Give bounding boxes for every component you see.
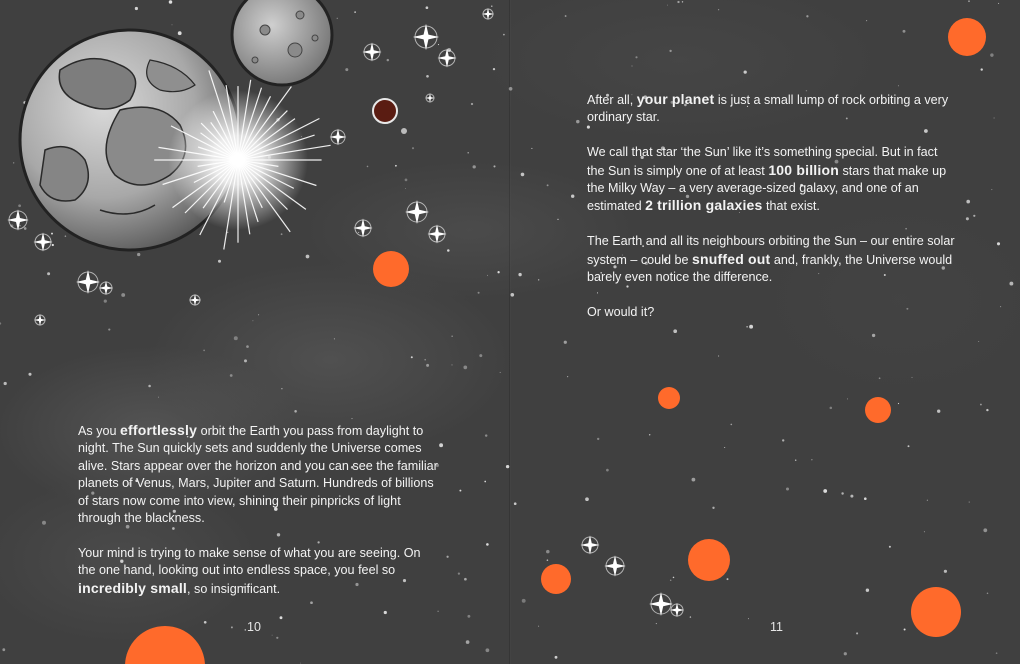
sparkle-star-icon [580,535,599,554]
dust-star [724,447,725,448]
dust-star [234,336,238,340]
dust-star [585,497,589,501]
dust-star [426,75,429,78]
dust-star [178,31,182,35]
dust-star [478,292,480,294]
dust-star [924,531,925,532]
dust-star [518,273,521,276]
dust-star [464,578,467,581]
orange-planet [911,587,961,637]
dust-star [656,623,657,624]
dust-star [718,355,719,356]
dust-star [841,492,843,494]
dust-star [42,521,46,525]
dust-star [879,377,881,379]
dust-star [631,65,632,66]
left-page-text [78,422,438,615]
dust-star [670,580,672,582]
right-paragraph-1 [587,91,957,127]
dust-star [4,382,7,385]
text-run: We call that star ‘the Sun’ like it’s something special. But in fact the Sun is simply one of at least [587,145,938,178]
dust-star [823,489,827,493]
dust-star [452,336,453,337]
dust-star [786,487,789,490]
right-paragraph-3 [587,233,957,286]
dust-star [983,528,987,532]
left-paragraph-2 [78,545,438,598]
dust-star [487,275,488,276]
dust-star [426,6,429,9]
dust-star [405,179,408,182]
dust-star [245,629,247,631]
dust-star [606,469,609,472]
sparkle-star-icon [99,281,113,295]
dust-star [171,24,172,25]
emphasis-text: your planet [636,91,715,107]
dust-star [358,232,359,233]
dust-star [973,215,975,217]
dust-star [500,372,501,373]
dust-star [966,217,969,220]
dust-star [669,50,671,52]
dust-star [493,165,495,167]
dust-star [231,626,233,628]
dust-star [24,227,27,230]
text-run: orbit the Earth you pass from daylight to night. The Sun quickly sets and suddenly the Universe comes alive. Stars appear over the horizon and you can see the familiar planets of Venus, Mars, Jupiter and Saturn. Hundreds of billions of stars now come into view, shining their pinpricks of light through the blackness. [78,424,438,526]
dust-star [467,152,469,154]
dust-star [898,403,899,404]
sparkle-star-icon [413,24,439,50]
dust-star [547,559,549,561]
dust-star [682,1,683,2]
dust-star [272,635,273,636]
dust-star [531,148,532,149]
right-page-text [587,91,957,339]
dust-star [927,500,928,501]
dust-star [1009,282,1013,286]
sparkle-star-icon [437,48,456,67]
dust-star [135,7,138,10]
dust-star [452,364,453,365]
dust-star [463,366,467,370]
dust-star [522,599,526,603]
dust-star [493,68,495,70]
dust-star [484,481,486,483]
dust-star [937,410,940,413]
dust-star [557,219,558,220]
dust-star [447,249,450,252]
text-run: is just a small lump of rock orbiting a very ordinary star. [587,93,949,125]
dust-star [169,0,173,4]
dust-star [294,410,297,413]
dust-star [980,404,982,406]
dust-star [491,6,492,7]
dust-star [300,663,301,664]
dust-star [866,20,867,21]
dust-star [18,204,21,207]
orange-planet [541,564,571,594]
dust-star [276,637,278,639]
dust-star [19,225,20,226]
sparkle-star-icon [604,555,626,577]
sparkle-star-icon [482,8,494,20]
dust-star [677,1,679,3]
emphasis-text: 100 billion [768,161,839,178]
text-run: Your mind is trying to make sense of what you are seeing. On the one hand, looking out into endless space, you feel so [78,545,421,578]
text-run: and, frankly, the Universe would barely even notice the difference. [587,252,953,285]
dust-star [538,626,539,627]
sparkle-star-icon [33,232,52,251]
dust-star [546,550,550,554]
dust-star [850,495,853,498]
dust-star [889,546,891,548]
dust-star [748,618,749,619]
dust-star [830,407,833,410]
text-run: As you [78,424,120,438]
dust-star [218,260,221,263]
dust-star [148,385,151,388]
dust-star [987,593,989,595]
dust-star [509,87,513,91]
page-number-left: 10 [247,620,261,634]
dust-star [727,578,729,580]
dust-star [567,376,568,377]
dust-star [994,117,995,118]
dust-star [334,338,335,339]
sparkle-star-icon [189,294,201,306]
dust-star [503,34,505,36]
dust-star [866,589,869,592]
dust-star [158,397,159,398]
dust-star [28,373,31,376]
dust-star [204,621,207,624]
dust-star [991,189,992,190]
dust-star [969,502,970,503]
orange-planet [658,387,680,409]
dust-star [911,377,912,378]
dust-star [306,255,310,259]
dust-star [479,354,482,357]
dust-star [458,572,460,574]
dust-star [864,497,867,500]
dust-star [473,165,476,168]
dust-star [405,188,406,189]
sparkle-star-icon [330,129,347,146]
dust-star [998,3,999,4]
dust-star [497,271,499,273]
dust-star [506,465,509,468]
emphasis-text: effortlessly [120,422,198,438]
dust-star [412,147,414,149]
dust-star [718,9,719,10]
dust-star [903,30,906,33]
dust-star [547,184,549,186]
right-paragraph-4: Or would it? [587,304,655,319]
dust-star [485,434,487,436]
dust-star [467,615,470,618]
dust-star [795,459,796,460]
dust-star [538,279,539,280]
dust-star [13,162,14,163]
emphasis-text: incredibly small [78,579,188,596]
dust-star [510,293,514,297]
moon-illustration [232,0,332,85]
dust-star [564,341,567,344]
dust-star [744,70,747,73]
dust-star [990,53,993,56]
dust-star [986,409,988,411]
dust-star [280,616,283,619]
dust-star [244,359,247,362]
sparkle-star-icon [76,270,100,294]
dust-star [486,648,490,652]
dust-star [104,299,107,302]
dust-star [345,68,348,71]
text-run: that exist. [762,199,820,214]
sparkle-star-icon [425,93,435,103]
dust-star [966,200,970,204]
dust-star [65,235,67,237]
orange-planet [125,626,205,664]
dust-star [459,490,461,492]
dust-star [387,59,389,61]
dust-star [337,18,338,19]
text-run: , so insignificant. [187,581,281,596]
dust-star [486,543,489,546]
dust-star [597,438,599,440]
dust-star [258,314,259,315]
dust-star [252,320,253,321]
sparkle-star-icon [649,592,673,616]
text-run: The Earth and all its neighbours orbiting the Sun – our entire solar system – could be [587,234,955,267]
emphasis-text: 2 trillion galaxies [645,197,763,214]
dust-star [811,459,812,460]
dust-star [246,345,249,348]
dust-star [555,656,558,659]
dust-star [0,322,1,324]
dust-star [367,166,369,168]
dust-star [978,341,979,342]
text-run: stars that make up the Milky Way – a very average-sized galaxy, and one of an estimated [587,163,947,214]
sparkle-star-icon [34,314,46,326]
dust-star [47,272,50,275]
sparkle-star-icon [670,603,684,617]
orange-planet [688,539,730,581]
orange-planet [948,18,986,56]
dust-star [411,356,413,358]
dust-star [439,443,443,447]
sparkle-star-icon [362,42,381,61]
right-paragraph-2 [587,144,957,216]
dust-star [471,103,473,105]
dust-star [712,507,714,509]
dust-star [2,648,5,651]
dust-star [1000,306,1001,307]
dust-star [908,445,910,447]
dust-star [426,364,429,367]
dust-star [856,632,858,634]
dust-star [667,5,668,6]
dust-star [466,640,470,644]
text-run: After all, [587,93,637,107]
dust-star [424,359,426,361]
dust-star [806,15,808,17]
dust-star [692,478,696,482]
dust-star [981,68,983,70]
dust-star [51,233,53,235]
dust-star [121,293,125,297]
dust-star [944,570,947,573]
dust-star [565,15,567,17]
dust-star [446,556,448,558]
dust-star [203,350,205,352]
dust-star [571,195,574,198]
dust-star [395,165,397,167]
page-number-right: 11 [770,620,783,634]
dust-star [230,374,233,377]
sparkle-star-icon [427,224,446,243]
dust-star [514,502,517,505]
dust-star [847,398,848,399]
left-paragraph-1 [78,422,438,527]
dust-star [227,232,228,233]
dust-star [673,577,675,579]
dust-star [52,244,54,246]
dust-star [898,85,899,86]
dust-star [904,628,906,630]
sparkle-star-icon [353,218,372,237]
sparkle-star-icon [405,200,429,224]
dust-star [521,173,525,177]
dust-star [108,329,110,331]
dust-star [137,253,140,256]
dust-star [354,11,356,13]
orange-planet [865,397,891,423]
dust-star [281,233,283,235]
dust-star [438,44,439,45]
dust-star [782,439,784,441]
dust-star [649,434,650,435]
dust-star [635,56,637,58]
orange-planet [373,251,409,287]
dust-star [968,0,970,2]
dust-star [997,242,1000,245]
emphasis-text: snuffed out [692,250,771,267]
dust-star [730,424,732,426]
dust-star [844,652,847,655]
dust-star [996,652,998,654]
dust-star [576,120,579,123]
dust-star [690,616,691,617]
small-red-planet [373,99,407,134]
dust-star [281,388,282,389]
dust-star [351,418,352,419]
